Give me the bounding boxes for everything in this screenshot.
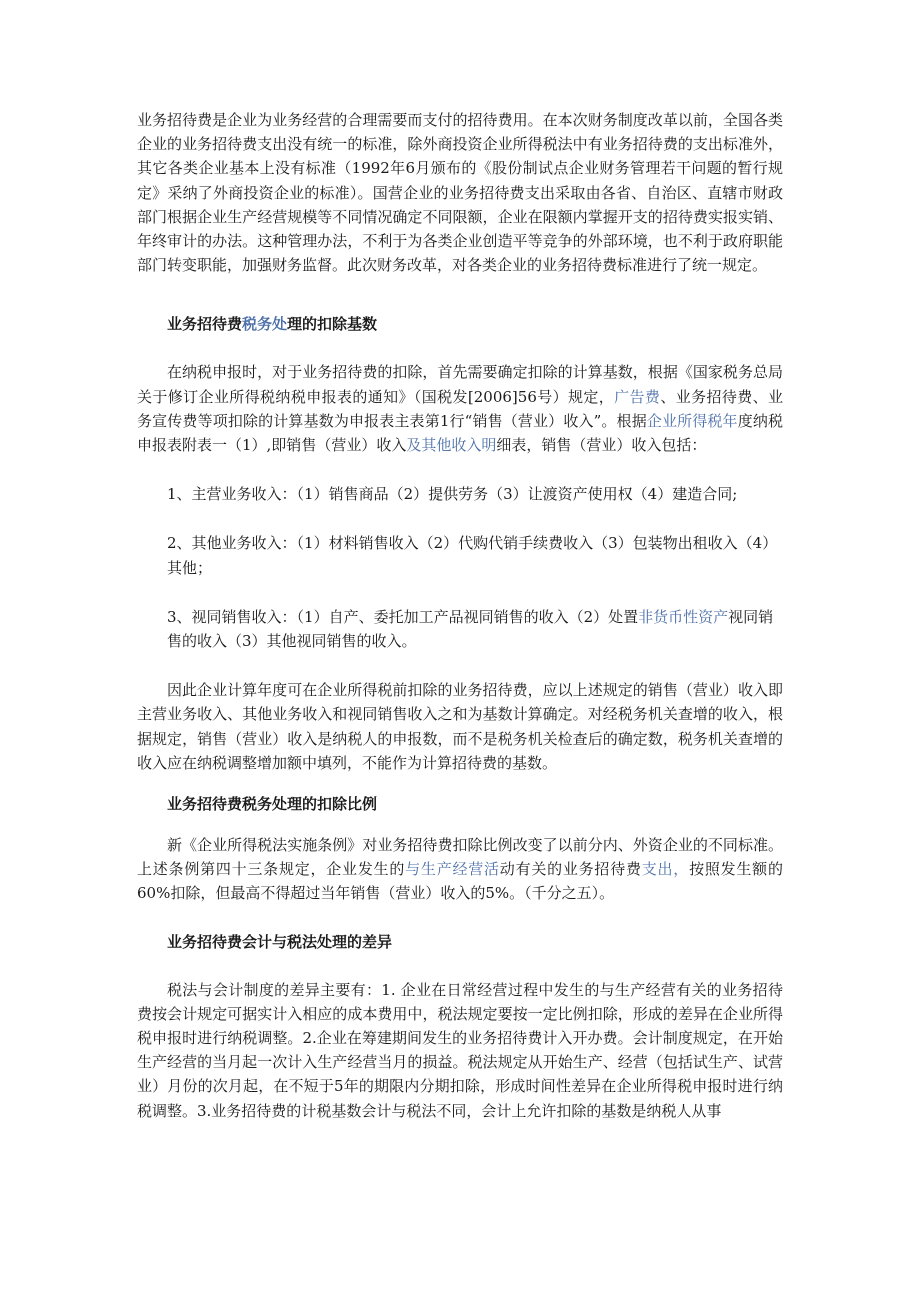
production-operation-link[interactable]: 与生产经营活 [405, 860, 500, 879]
spacer [137, 815, 783, 833]
deduction-base-paragraph: 在纳税申报时，对于业务招待费的扣除，首先需要确定扣除的计算基数，根据《国家税务总局关于修订企业所得税纳税申报表的通知》（国税发[2006]56号）规定，广告费、业务招待费、业务宣传费等项扣除的计算基数为申报表主表第1行“销售（营业）收入”。根据企业所得税年度纳税申报表附表一（1）,即销售（营业）收入及其他收入明细表，销售（营业）收入包括： [137, 363, 783, 455]
spacer [137, 335, 783, 360]
spacer [137, 277, 783, 313]
list-item-deemed-sales-income: 3、视同销售收入：（1）自产、委托加工产品视同销售的收入（2）处置非货币性资产视同销售的收入（3）其他视同销售的收入。 [167, 607, 774, 651]
spacer [137, 653, 783, 678]
spacer [137, 775, 783, 793]
list-item-main-business-income: 1、主营业务收入：（1）销售商品（2）提供劳务（3）让渡资产使用权（4）建造合同; [167, 485, 738, 504]
spacer [137, 953, 783, 978]
spacer [137, 906, 783, 931]
section-heading-differences: 业务招待费会计与税法处理的差异 [167, 932, 393, 951]
deduction-ratio-paragraph: 新《企业所得税法实施条例》对业务招待费扣除比例改变了以前分内、外资企业的不同标准。上述条例第四十三条规定，企业发生的与生产经营活动有关的业务招待费支出，按照发生额的60%扣除，但最高不得超过当年销售（营业）收入的5%。（千分之五）。 [137, 836, 783, 903]
calculation-paragraph: 因此企业计算年度可在企业所得税前扣除的业务招待费，应以上述规定的销售（营业）收入即主营业务收入、其他业务收入和视同销售收入之和为基数计算确定。对经税务机关查增的收入，根据规定，销售（营业）收入是纳税人的申报数，而不是税务机关检查后的确定数，税务机关查增的收入应在纳税调整增加额中填列，不能作为计算招待费的基数。 [137, 681, 783, 772]
section-heading-deduction-ratio: 业务招待费税务处理的扣除比例 [167, 795, 378, 814]
tax-treatment-link[interactable]: 税务处 [242, 315, 288, 334]
spacer [137, 580, 783, 605]
section-heading-deduction-base: 业务招待费税务处理的扣除基数 [167, 315, 378, 334]
non-monetary-assets-link[interactable]: 非货币性资产 [638, 607, 729, 626]
advertising-fee-link[interactable]: 广告费 [614, 387, 661, 406]
expenditure-link[interactable]: 支出， [641, 860, 690, 879]
spacer [137, 506, 783, 531]
list-item-other-business-income: 2、其他业务收入：（1）材料销售收入（2）代购代销手续费收入（3）包装物出租收入（4）其他； [167, 534, 778, 577]
intro-paragraph: 业务招待费是企业为业务经营的合理需要而支付的招待费用。在本次财务制度改革以前，全国各类企业的业务招待费支出没有统一的标准，除外商投资企业所得税法中有业务招待费的支出标准外，其它各类企业基本上没有标准（1992年6月颁布的《股份制试点企业财务管理若干问题的暂行规定》采纳了外商投资企业的标准）。国营企业的业务招待费支出采取由各省、自治区、直辖市财政部门根据企业生产经营规模等不同情况确定不同限额，企业在限额内掌握开支的招待费实报实销、年终审计的办法。这种管理办法，不利于为各类企业创造平等竞争的外部环境，也不利于政府职能部门转变职能，加强财务监督。此次财务改革，对各类企业的业务招待费标准进行了统一规定。 [137, 111, 783, 275]
differences-paragraph: 税法与会计制度的差异主要有：1. 企业在日常经营过程中发生的与生产经营有关的业务招待费按会计规定可据实计入相应的成本费用中，税法规定要按一定比例扣除，形成的差异在企业所得税申报时进行纳税调整。2.企业在筹建期间发生的业务招待费计入开办费。会计制度规定，在开始生产经营的当月起一次计入生产经营当月的损益。税法规定从开始生产、经营（包括试生产、试营业）月份的次月起，在不短于5年的期限内分期扣除，形成时间性差异在企业所得税申报时进行纳税调整。3.业务招待费的计税基数会计与税法不同，会计上允许扣除的基数是纳税人从事 [137, 980, 783, 1120]
spacer [137, 457, 783, 482]
other-income-details-link[interactable]: 及其他收入明 [406, 436, 497, 455]
enterprise-income-tax-annual-link[interactable]: 企业所得税年 [646, 411, 738, 430]
